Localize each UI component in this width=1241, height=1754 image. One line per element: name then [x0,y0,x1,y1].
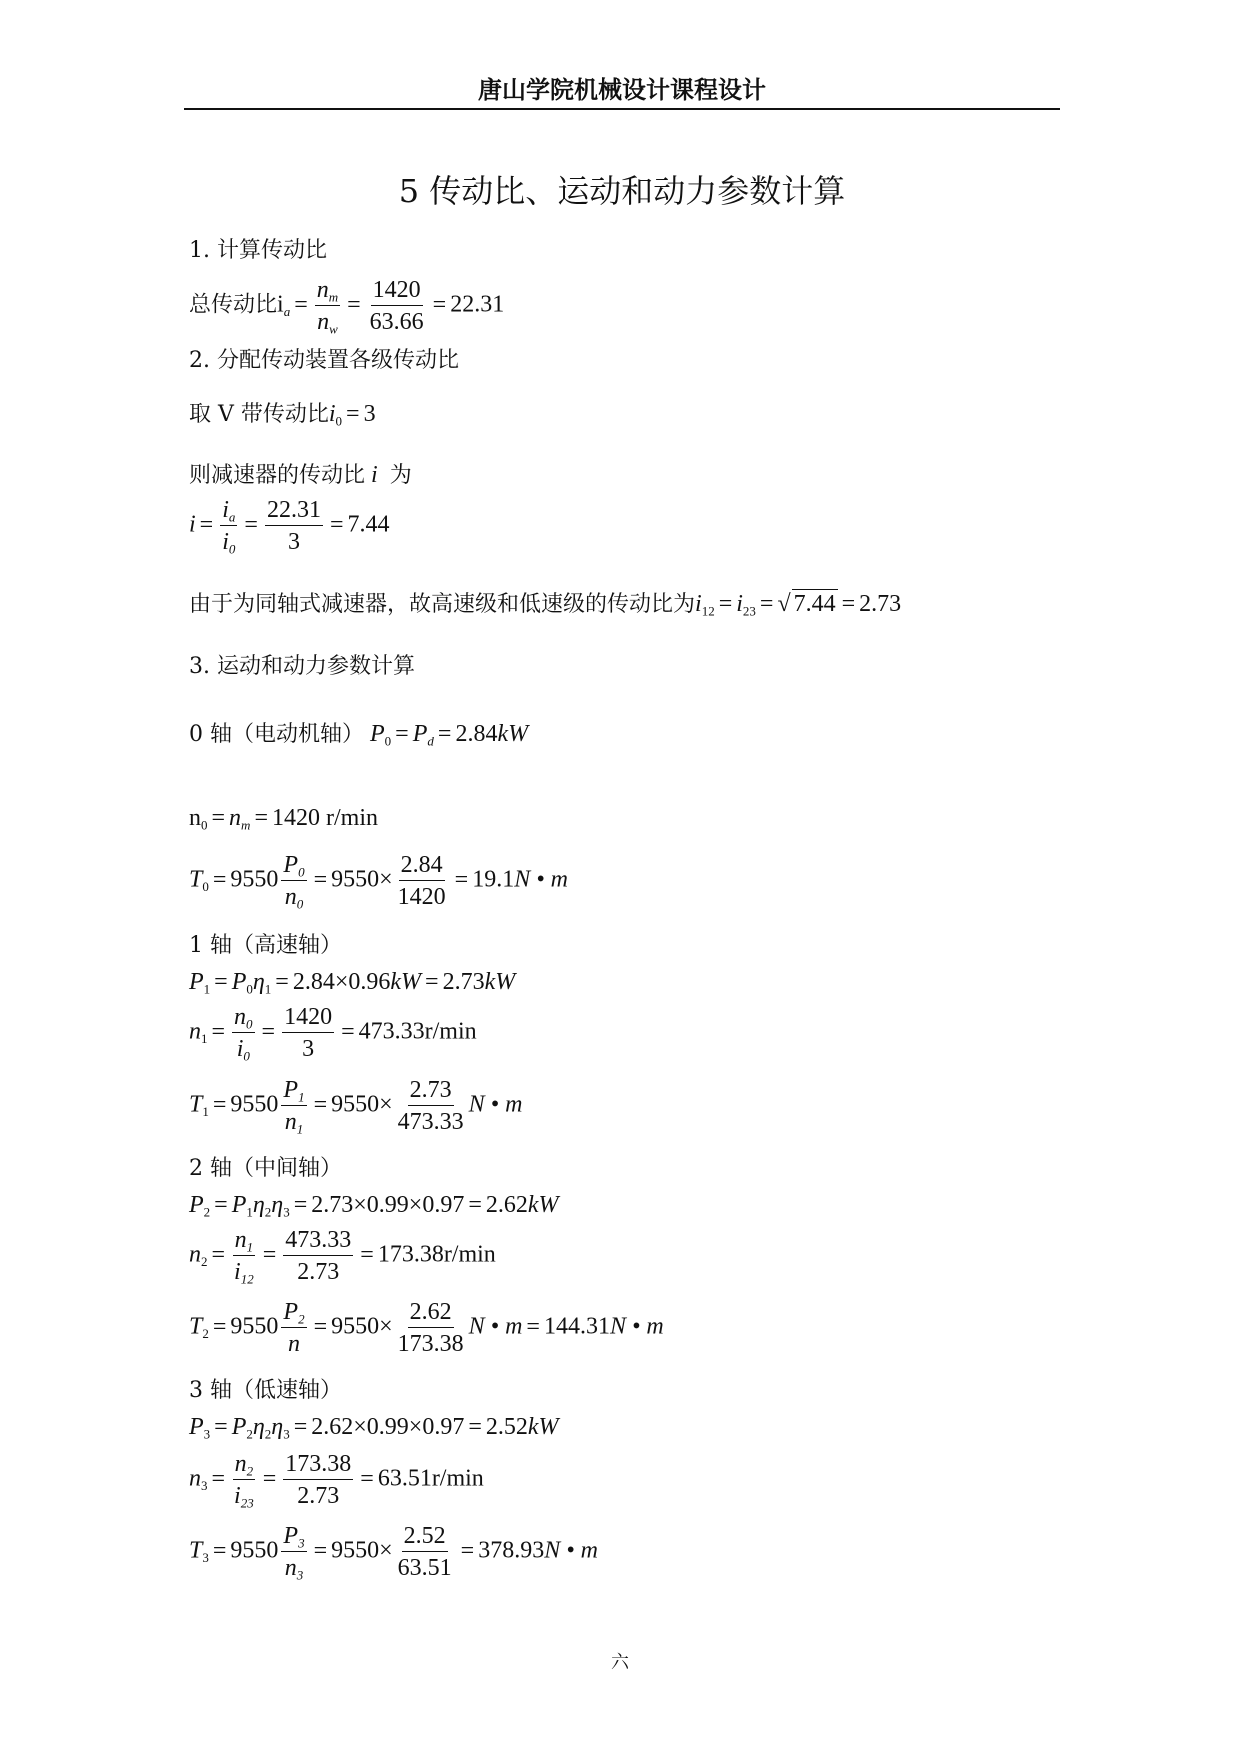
shaft1-torque: $T_1 = 9550$ $\frac{P_1}{n_1}$ = 9550× $\frac{2.73}{473.33}$ N • m [189,1077,523,1137]
shaft3-heading: 3 轴（低速轴） [189,1378,342,1403]
shaft3-torque: $T_3 = 9550$ $\frac{P_3}{n_3}$ = 9550× $\frac{2.52}{63.51}$ = 378.93N • m [189,1523,598,1583]
fraction: $\frac{n_m}{n_w}$ [316,277,339,337]
fraction: $\frac{P_1}{n_1}$ [283,1077,305,1137]
shaft1-heading: 1 轴（高速轴） [189,933,342,958]
shaft0-speed: $n_0 = n_m = 1420$ r/min [189,805,378,833]
fraction: $\frac{1420}{63.66}$ [369,277,424,335]
fraction: $\frac{173.38}{2.73}$ [285,1451,352,1509]
reducer-ratio-label: 则减速器的传动比 i 为 [189,462,412,488]
header-rule [184,108,1060,110]
shaft2-speed: $n_2$ = $\frac{n_1}{i_{12}}$ = $\frac{473.33}{2.73}$ = 173.38r/min [189,1227,496,1287]
fraction: $\frac{i_a}{i_0}$ [222,497,236,557]
fraction: $\frac{2.52}{63.51}$ [397,1523,452,1581]
fraction: $\frac{2.84}{1420}$ [397,852,446,910]
section-heading-3: 3. 运动和动力参数计算 [189,654,415,679]
shaft0-torque: $T_0 = 9550$ $\frac{P_0}{n_0}$ = 9550× $\frac{2.84}{1420}$ = 19.1N • m [189,852,568,912]
fraction: $\frac{473.33}{2.73}$ [285,1227,352,1285]
shaft2-torque: $T_2 = 9550$ $\frac{P_2}{n}$ = 9550× $\frac{2.62}{173.38}$ N • m = 144.31N • m [189,1299,664,1357]
shaft3-speed: $n_3$ = $\frac{n_2}{i_{23}}$ = $\frac{173.38}{2.73}$ = 63.51r/min [189,1451,484,1511]
shaft1-speed: $n_1$ = $\frac{n_0}{i_0}$ = $\frac{1420}{3}$ = 473.33r/min [189,1004,477,1064]
vbelt-ratio-line: 取 V 带传动比$i_0 = 3$ [189,401,376,429]
running-header: 唐山学院机械设计课程设计 [478,76,766,104]
fraction: $\frac{P_2}{n}$ [283,1299,305,1357]
fraction: $\frac{n_0}{i_0}$ [234,1004,253,1064]
shaft0-power: 0 轴（电动机轴） $P_0 = P_d = 2.84kW$ [189,721,529,749]
fraction: $\frac{n_2}{i_{23}}$ [234,1451,254,1511]
fraction: $\frac{1420}{3}$ [284,1004,333,1062]
shaft3-power: $P_3 = P_2\eta_2\eta_3 = 2.62\times 0.99\times 0.97 = 2.52kW$ [189,1414,559,1442]
shaft2-heading: 2 轴（中间轴） [189,1156,342,1181]
fraction: $\frac{22.31}{3}$ [266,497,321,555]
section-heading-1: 1. 计算传动比 [189,238,327,263]
fraction: $\frac{2.73}{473.33}$ [397,1077,464,1135]
fraction: $\frac{2.62}{173.38}$ [397,1299,464,1357]
reducer-ratio-formula: i = $\frac{i_a}{i_0}$ = $\frac{22.31}{3}$ = 7.44 [189,497,390,557]
fraction: $\frac{P_3}{n_3}$ [283,1523,305,1583]
coaxial-ratio-line: 由于为同轴式减速器，故高速级和低速级的传动比为$i_{12} = i_{23}$ = √ 7.44 = 2.73 [189,591,902,619]
section-heading-2: 2. 分配传动装置各级传动比 [189,348,459,373]
fraction: $\frac{P_0}{n_0}$ [283,852,305,912]
page-number: 六 [611,1652,629,1673]
shaft1-power: $P_1 = P_0\eta_1 = 2.84\times 0.96kW = 2.73kW$ [189,969,516,997]
chapter-title: 5 传动比、运动和动力参数计算 [398,172,846,210]
fraction: $\frac{n_1}{i_{12}}$ [234,1227,254,1287]
total-ratio-formula: 总传动比$i_a$ = $\frac{n_m}{n_w}$ = $\frac{1420}{63.66}$ = 22.31 [189,277,505,337]
shaft2-power: $P_2 = P_1\eta_2\eta_3 = 2.73\times 0.99\times 0.97 = 2.62kW$ [189,1192,559,1220]
